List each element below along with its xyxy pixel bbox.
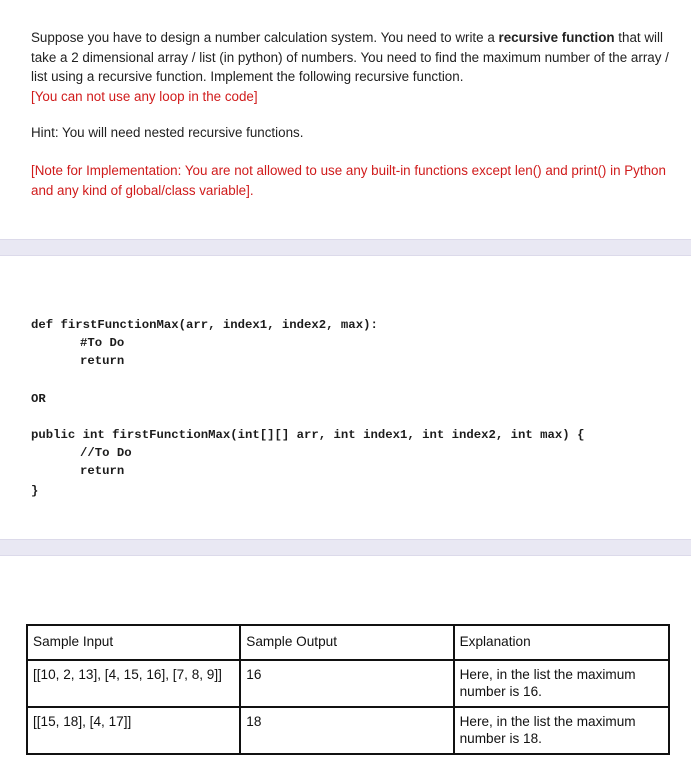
sample-input-cell: [[15, 18], [4, 17]]	[27, 707, 240, 754]
python-return: return	[80, 354, 125, 368]
header-explanation: Explanation	[454, 625, 669, 660]
header-sample-input: Sample Input	[27, 625, 240, 660]
implementation-note: [Note for Implementation: You are not allowed to use any built-in functions except len() and print() in Python and any kind of global/class variable].	[31, 163, 666, 198]
hint-text: Hint: You will need nested recursive functions.	[31, 125, 304, 140]
page-separator-2	[0, 539, 691, 556]
python-todo-comment: #To Do	[80, 336, 125, 350]
explanation-cell: Here, in the list the maximum number is 16.	[454, 660, 669, 707]
java-closing-brace: }	[31, 484, 39, 498]
explanation-cell: Here, in the list the maximum number is 18.	[454, 707, 669, 754]
problem-statement	[31, 28, 671, 106]
intro-text-continued: that will take a 2 dimensional array / list (in python) of numbers. You need to find the maximum number of the array / list using a recursive function. Implement the following recursive function.	[31, 30, 669, 84]
table-header-row	[27, 625, 669, 660]
loop-note: [You can not use any loop in the code]	[31, 88, 258, 104]
table-row	[27, 660, 669, 707]
header-sample-output: Sample Output	[240, 625, 453, 660]
sample-table	[26, 624, 670, 755]
java-todo-comment: //To Do	[80, 446, 132, 460]
intro-bold-text: recursive function	[498, 30, 615, 45]
sample-output-cell: 18	[240, 707, 453, 754]
java-return: return	[80, 464, 125, 478]
sample-input-cell: [[10, 2, 13], [4, 15, 16], [7, 8, 9]]	[27, 660, 240, 707]
or-separator: OR	[31, 392, 46, 406]
python-signature: def firstFunctionMax(arr, index1, index2, max):	[31, 318, 378, 332]
java-signature: public int firstFunctionMax(int[][] arr, int index1, int index2, int max) {	[31, 428, 585, 442]
table-row	[27, 707, 669, 754]
sample-output-cell: 16	[240, 660, 453, 707]
intro-text: Suppose you have to design a number calculation system. You need to write a	[31, 30, 499, 45]
page-separator	[0, 239, 691, 256]
